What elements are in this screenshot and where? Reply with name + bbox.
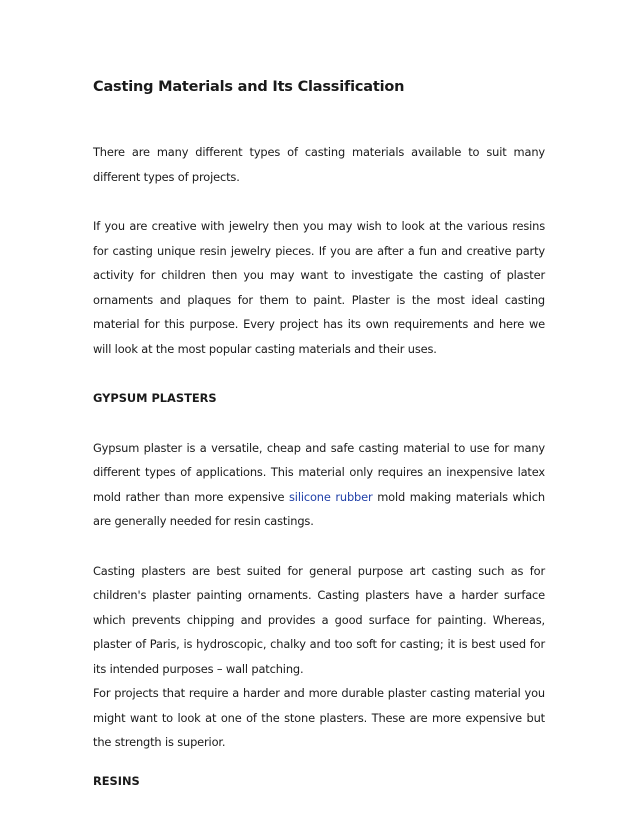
gypsum-paragraph-1 — [93, 436, 545, 534]
intro-paragraph-2: If you are creative with jewelry then you may wish to look at the various resins for casting unique resin jewelry pieces. If you are after a fun and creative party activity for children then you may want to investigate the casting of plaster ornaments and plaques for them to paint. Plaster is the most ideal casting material for this purpose. Every project has its own requirements and here we will look at the most popular casting materials and their uses. — [93, 219, 545, 356]
gypsum-paragraph-1-text-a: Gypsum plaster is a versatile, cheap and safe casting material to use for many different types of applications. This material only requires an inexpensive latex mold rather than more expensive — [93, 440, 545, 504]
gypsum-paragraph-2: Casting plasters are best suited for general purpose art casting such as for children's plaster painting ornaments. Casting plasters have a harder surface which prevents chipping and provides a good surface for painting. Whereas, plaster of Paris, is hydroscopic, chalky and too soft for casting; it is best used for its intended purposes – wall patching. — [93, 563, 545, 676]
gypsum-paragraph-1-text-b: mold making materials which are generally needed for resin castings. — [93, 489, 545, 528]
intro-paragraph-1: There are many different types of casting materials available to suit many different types of projects. — [93, 145, 545, 184]
gypsum-paragraph-3: For projects that require a harder and more durable plaster casting material you might want to look at one of the stone plasters. These are more expensive but the strength is superior. — [93, 686, 545, 749]
section-heading-resins: RESINS — [93, 773, 140, 788]
silicone-rubber-link[interactable]: silicone rubber — [289, 489, 373, 504]
section-heading-gypsum: GYPSUM PLASTERS — [93, 391, 217, 405]
document-title: Casting Materials and Its Classification — [93, 79, 405, 95]
document-body — [93, 76, 545, 793]
